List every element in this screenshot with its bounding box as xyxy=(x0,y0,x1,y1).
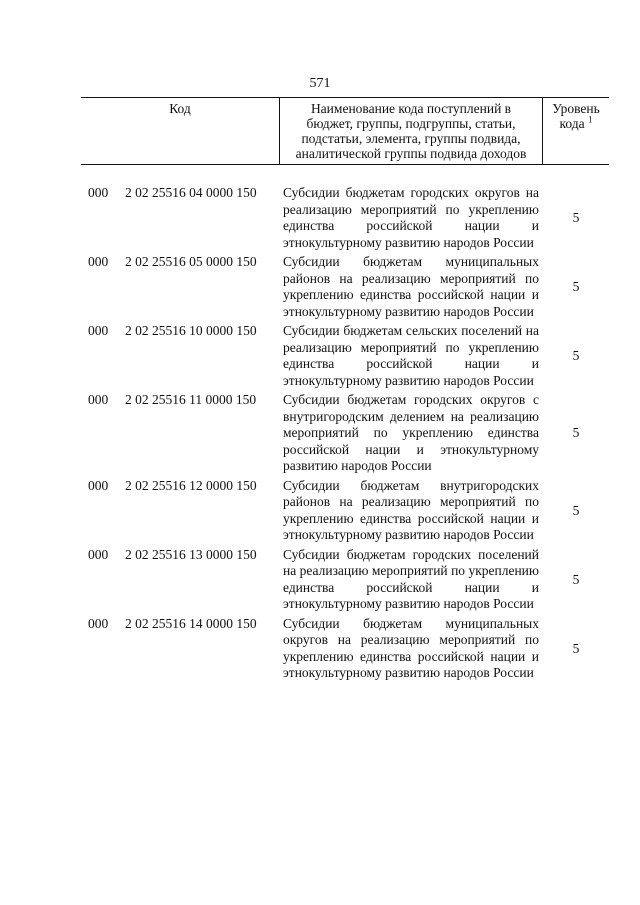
row-prefix: 000 xyxy=(88,254,109,269)
table-row xyxy=(81,392,609,475)
row-code: 2 02 25516 05 0000 150 xyxy=(125,254,257,269)
row-level: 5 xyxy=(572,425,580,440)
header-level xyxy=(543,101,609,131)
row-prefix: 000 xyxy=(88,615,109,631)
row-code: 2 02 25516 11 0000 150 xyxy=(125,392,257,407)
row-prefix: 000 xyxy=(88,477,109,493)
row-code: 2 02 25516 04 0000 150 xyxy=(125,185,257,200)
row-name: Субсидии бюджетам городских округов с внутригородским делением на реализацию мероприятий по укреплению единства российской нации и этнокультурному развитию народов России xyxy=(283,392,539,473)
header-name xyxy=(279,98,543,164)
header-name-line: Наименование кода поступлений в xyxy=(310,101,512,116)
table-row xyxy=(81,616,609,682)
header-level-line2 xyxy=(543,116,609,131)
row-level: 5 xyxy=(572,502,580,518)
table-header xyxy=(81,97,609,165)
row-code: 2 02 25516 12 0000 150 xyxy=(125,477,257,493)
row-name: Субсидии бюджетам муниципальных округов на реализацию мероприятий по укреплению единства российской нации и этнокультурному развитию народов России xyxy=(283,615,539,680)
row-code: 2 02 25516 14 0000 150 xyxy=(125,615,257,631)
table-row xyxy=(81,547,609,613)
row-code: 2 02 25516 13 0000 150 xyxy=(125,546,257,562)
row-name: Субсидии бюджетам муниципальных районов на реализацию мероприятий по укреплению единства российской нации и этнокультурному развитию народов России xyxy=(283,254,539,319)
header-level-line1: Уровень xyxy=(552,101,600,116)
page-number: 571 xyxy=(309,76,331,91)
row-name: Субсидии бюджетам городских округов на реализацию мероприятий по укреплению единства российской нации и этнокультурному развитию народов России xyxy=(283,185,539,250)
row-level: 5 xyxy=(572,571,580,587)
row-level: 5 xyxy=(572,209,580,225)
row-level: 5 xyxy=(572,347,580,363)
row-name: Субсидии бюджетам сельских поселений на реализацию мероприятий по укреплению единства российской нации и этнокультурному развитию народов России xyxy=(283,323,539,388)
table-row xyxy=(81,185,609,251)
row-level: 5 xyxy=(572,278,580,294)
row-prefix: 000 xyxy=(88,392,109,407)
header-name-line: подстатьи, элемента, группы подвида, xyxy=(301,131,521,146)
row-name: Субсидии бюджетам внутригородских районов на реализацию мероприятий по укреплению единства российской нации и этнокультурному развитию народов России xyxy=(283,477,539,542)
header-level-word: кода xyxy=(559,116,585,131)
row-name: Субсидии бюджетам городских поселений на реализацию мероприятий по укреплению единства российской нации и этнокультурному развитию народов России xyxy=(283,546,539,611)
row-level: 5 xyxy=(572,640,580,656)
row-prefix: 000 xyxy=(88,546,109,562)
footnote-marker: 1 xyxy=(587,114,593,125)
table-row xyxy=(81,323,609,389)
table-row xyxy=(81,254,609,320)
table-body xyxy=(81,185,609,682)
header-name-line: бюджет, группы, подгруппы, статьи, xyxy=(306,116,516,131)
header-name-line: аналитической группы подвида доходов xyxy=(295,146,527,161)
row-prefix: 000 xyxy=(88,185,109,200)
row-prefix: 000 xyxy=(88,323,109,338)
row-code: 2 02 25516 10 0000 150 xyxy=(125,323,257,338)
table-row xyxy=(81,478,609,544)
header-code: Код xyxy=(169,101,191,116)
